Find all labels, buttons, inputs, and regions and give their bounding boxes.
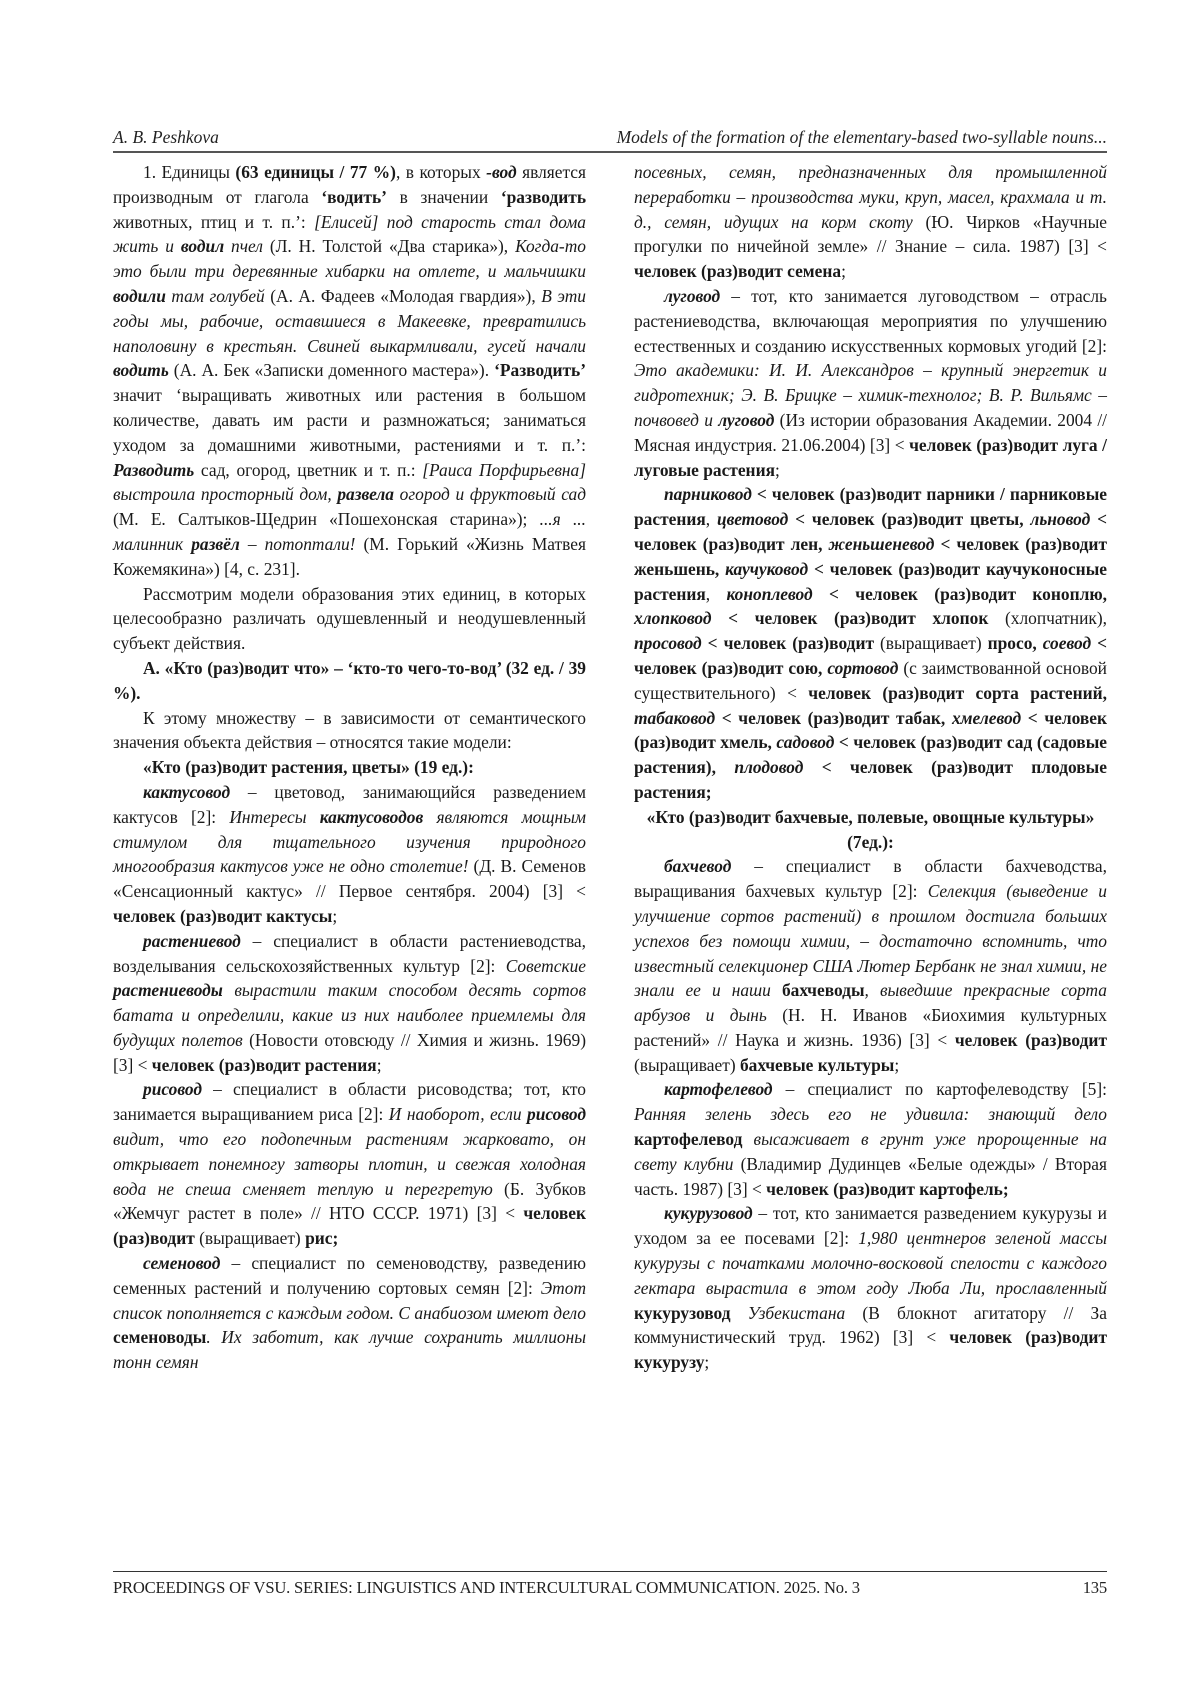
text-run: ,	[705, 583, 727, 604]
text-run: соевод	[1042, 633, 1092, 654]
text-run: хлопковод	[634, 608, 712, 629]
text-run: (Из истории образования Академии. 2004 // Мясная индустрия. 21.06.2004) [3] <	[634, 409, 1107, 455]
text-run: – специалист в области рисоводства; тот, кто занимается выращиванием риса [2]:	[113, 1079, 586, 1125]
text-run: является производным от глагола	[113, 162, 586, 207]
text-run: семеноводы	[113, 1327, 207, 1348]
text-run: (с заимствованной основой существительного) <	[634, 657, 1107, 703]
paragraph	[113, 582, 586, 656]
text-run: коноплевод	[726, 583, 813, 604]
text-run: Рассмотрим модели образования этих единиц, в которых целесообразно различать одушевленный и неодушевленный субъект действия.	[113, 583, 586, 654]
text-run: луговод	[718, 409, 775, 430]
text-run: – специалист в области растениеводства, возделывания сельскохозяйственных культур [2]:	[113, 930, 586, 976]
text-run: женьшеневод	[828, 533, 935, 554]
header-rule	[113, 151, 1107, 153]
text-run: (выращивает)	[194, 1228, 306, 1249]
text-run: парниковод	[664, 484, 752, 505]
text-run: – тот, кто занимается разведением кукурузы и уходом за ее посевами [2]:	[634, 1203, 1107, 1249]
text-run: бахчевод	[664, 856, 732, 877]
text-run: хмелевод	[951, 707, 1022, 728]
text-run: 1,980 центнеров зеленой массы кукурузы с початками молочно-восковой спелости с каждого гектара вырастила в этом году Люба Ли, прославленный	[634, 1228, 1107, 1298]
journal-name: PROCEEDINGS OF VSU. SERIES: LINGUISTICS AND INTERCULTURAL COMMUNICATION. 2025. No. 3	[113, 1578, 860, 1597]
text-run: рис;	[305, 1228, 339, 1249]
text-run: – специалист по картофелеводству [5]:	[772, 1079, 1107, 1100]
left-column	[113, 160, 586, 1550]
text-run: Когда-то это были три деревянные хибарки на отлете, и мальчишки	[113, 236, 586, 282]
paragraph	[634, 1077, 1107, 1201]
text-run: < человек (раз)водит цветы,	[788, 509, 1031, 530]
text-run: бахчеводы	[781, 980, 865, 1001]
right-column	[634, 160, 1107, 1550]
text-run: (Ю. Чирков «Научные прогулки по ничейной земле» // Знание – сила. 1987) [3] <	[634, 211, 1107, 257]
text-run: < человек (раз)водит лен,	[634, 509, 1107, 554]
section-heading	[634, 805, 1107, 855]
paragraph	[634, 1201, 1107, 1375]
text-run: < человек (раз)водит плодовые растения;	[634, 757, 1107, 802]
paragraph	[634, 854, 1107, 1077]
text-run: И наоборот, если	[388, 1104, 527, 1125]
text-run: ;	[704, 1352, 710, 1373]
text-run: -вод	[486, 162, 517, 182]
text-run: < человек (раз)водит	[701, 633, 875, 654]
text-run: видит, что его подопечным растениям жарковато, он открывает понемногу затворы плотин, и свежая холодная вода не спеша сменяет теплую и перегретую	[113, 1129, 586, 1199]
text-run: ;	[841, 261, 846, 282]
paragraph	[113, 929, 586, 1078]
text-run: (Владимир Дудинцев «Белые одежды» / Вторая часть. 1987) [3] <	[634, 1153, 1108, 1199]
text-run: ;	[894, 1054, 900, 1075]
text-run: развёл	[191, 533, 240, 554]
text-run: Разводить	[113, 459, 195, 480]
text-run: 1. Единицы	[143, 162, 236, 182]
text-run: (А. А. Бек «Записки доменного мастера»).	[168, 360, 495, 381]
text-run: (63 единицы / 77 %)	[235, 162, 396, 182]
text-run: Селекция (выведение и улучшение сортов растений) в прошлом достигла больших успехов без помощи химии, – достаточно вспомнить, что известный селекционер США Лютер Бербанк не знал химии, не знали ее и наши	[634, 881, 1107, 1001]
text-run: табаковод	[634, 707, 716, 728]
text-run: кактусовод	[143, 781, 231, 802]
text-run: – цветовод, занимающийся разведением кактусов [2]:	[113, 781, 586, 827]
page-footer	[113, 1578, 1107, 1598]
text-run: значит ‘выращивать животных или растения в большом количестве, давать им расти и размножаться; заниматься уходом за домашними животными, растениями и т. п.’:	[113, 385, 586, 455]
text-run: развела	[337, 484, 394, 505]
text-run: растениевод	[143, 930, 241, 951]
header-article-title: Models of the formation of the elementary-based two-syllable nouns...	[616, 127, 1107, 147]
text-run: цветовод	[716, 509, 789, 530]
footer-rule	[113, 1571, 1107, 1572]
text-run: ;	[332, 905, 338, 926]
text-run: являются мощным стимулом для тщательного изучения природного многообразия кактусов уже не одно столетие!	[113, 806, 586, 877]
text-run: водил	[180, 236, 225, 257]
paragraph	[113, 656, 586, 706]
text-run: «Кто (раз)водит бахчевые, полевые, овощные культуры» (7ед.):	[646, 806, 1095, 852]
text-run: высаживает в грунт уже пророщенные на свету клубни	[634, 1129, 1107, 1174]
text-run: ;	[376, 1054, 382, 1075]
text-run: , в которых	[395, 162, 487, 182]
text-run: растениеводы	[113, 980, 223, 1001]
text-run: льновод	[1030, 509, 1091, 530]
text-run: просовод	[634, 633, 702, 654]
text-run: ,	[705, 509, 717, 530]
text-run: человек (раз)водит сорта растений,	[808, 682, 1108, 703]
text-run: семеновод	[143, 1253, 221, 1274]
text-run: каучуковод	[725, 558, 809, 579]
text-run: рисовод	[527, 1104, 586, 1125]
text-run: – потоптали!	[239, 533, 356, 554]
text-run: [Елисей] под старость стал дома жить и	[113, 211, 586, 257]
paragraph	[113, 706, 586, 756]
text-run: < человек (раз)водит хлопок	[711, 608, 989, 629]
text-run: «Кто (раз)водит растения, цветы» (19 ед.):	[143, 757, 474, 778]
text-run: человек (раз)водит кукурузу	[634, 1327, 1107, 1373]
text-run: – специалист по семеноводству, разведению семенных растений и получению сортовых семян [2]:	[113, 1253, 586, 1298]
text-run: рисовод	[143, 1079, 202, 1100]
text-run: < человек (раз)водит коноплю,	[812, 583, 1107, 604]
text-run: Узбекистана	[730, 1302, 846, 1323]
text-run: [Раиса Порфирьевна] выстроила просторный дом,	[113, 459, 587, 505]
article-body	[113, 160, 1107, 1550]
paragraph	[634, 160, 1107, 284]
text-run: садовод	[776, 732, 835, 753]
text-run: Советские	[505, 955, 586, 976]
text-run: ‘разводить	[500, 186, 587, 207]
paragraph	[634, 482, 1107, 804]
paragraph	[634, 284, 1107, 482]
paragraph	[113, 160, 586, 582]
text-run: А. «Кто (раз)водит что» – ‘кто-то чего-то-вод’ (32 ед. / 39 %).	[113, 657, 586, 703]
text-run: , выведшие прекрасные сорта арбузов и дынь	[634, 980, 1107, 1026]
text-run: человек (раз)водит	[954, 1029, 1107, 1050]
text-run: ...я ... малинник	[113, 509, 586, 554]
text-run: огород и фруктовый сад	[393, 484, 586, 505]
text-run: (А. А. Фадеев «Молодая гвардия»),	[264, 285, 542, 306]
text-run: луговод	[664, 285, 721, 306]
text-run: водили	[113, 285, 166, 306]
text-run: плодовод	[734, 757, 804, 778]
text-run: (М. Е. Салтыков-Щедрин «Пошехонская старина»);	[113, 509, 540, 530]
text-run: (Б. Зубков «Жемчуг растет в поле» // НТО СССР. 1971) [3] <	[113, 1178, 586, 1224]
header-author: A. B. Peshkova	[113, 127, 219, 147]
text-run: водить	[113, 360, 169, 381]
text-run: животных, птиц и т. п.’:	[113, 211, 315, 232]
paragraph	[113, 1077, 586, 1251]
text-run: < человек (раз)водит каучуконосные растения	[634, 558, 1107, 604]
text-run: – тот, кто занимается луговодством – отрасль растениеводства, включающая мероприятия по улучшению естественных и созданию искусственных кормовых угодий [2]:	[634, 285, 1107, 356]
text-run: < человек (раз)водит табак,	[715, 707, 952, 728]
text-run: человек (раз)водит семена	[634, 261, 842, 282]
text-run: там голубей	[165, 285, 265, 306]
text-run: сад, огород, цветник и т. п.:	[194, 459, 423, 480]
text-run: вырастили таким способом десять сортов батата и определили, какие из них наиболее приемлемы для будущих полетов	[113, 980, 586, 1050]
text-run: человек (раз)водит	[113, 1203, 586, 1249]
text-run: (хлопчатник),	[988, 608, 1107, 629]
text-run: человек (раз)водит луга / луговые растения	[634, 434, 1107, 480]
text-run: ;	[775, 459, 780, 480]
text-run: посевных, семян, предназначенных для промышленной переработки – производства муки, круп, масел, крахмала и т. д., семян, идущих на корм скоту	[634, 162, 1107, 232]
text-run: человек (раз)водит кактусы	[113, 905, 333, 926]
text-run: кактусоводов	[319, 806, 424, 827]
paragraph	[113, 780, 586, 929]
text-run: в значении	[386, 186, 501, 207]
text-run: (В блокнот агитатору // За коммунистический труд. 1962) [3] <	[634, 1302, 1107, 1348]
text-run: сортовод	[827, 657, 899, 678]
text-run: < человек (раз)водит женьшень,	[634, 533, 1107, 579]
text-run: пчел	[224, 236, 263, 257]
text-run: (Д. В. Семенов «Сенсационный кактус» // Первое сентября. 2004) [3] <	[113, 856, 586, 902]
text-run: просо,	[987, 633, 1043, 654]
text-run: < человек (раз)водит сою,	[634, 633, 1107, 678]
text-run: < человек (раз)водит парники / парниковые растения	[634, 484, 1107, 530]
text-run: ‘Разводить’	[494, 360, 586, 381]
text-run: . Их заботит, как лучше сохранить миллионы тонн семян	[113, 1327, 586, 1373]
paragraph	[113, 755, 586, 780]
text-run: кукурузовод	[634, 1302, 731, 1323]
running-header	[113, 124, 1107, 148]
page-number: 135	[1082, 1578, 1107, 1597]
text-run: (Л. Н. Толстой «Два старика»),	[262, 236, 516, 257]
text-run: (выращивает)	[634, 1054, 740, 1075]
text-run: человек (раз)водит растения	[151, 1054, 377, 1075]
text-run: бахчевые культуры	[739, 1054, 895, 1075]
text-run: (выращивает)	[874, 633, 988, 654]
text-run: К этому множеству – в зависимости от семантического значения объекта действия – относятся такие модели:	[113, 707, 586, 753]
text-run: В эти годы мы, рабочие, оставшиеся в Макеевке, превратились наполовину в крестьян. Свиней выкармливали, гусей начали	[113, 285, 586, 356]
text-run: (Н. Н. Иванов «Биохимия культурных растений» // Наука и жизнь. 1936) [3] <	[634, 1005, 1107, 1050]
text-run: < человек (раз)водит сад (садовые растения),	[634, 732, 1107, 778]
text-run: (М. Горький «Жизнь Матвея Кожемякина») [4, с. 231].	[113, 533, 586, 579]
text-run: – специалист в области бахчеводства, выращивания бахчевых культур [2]:	[634, 856, 1107, 902]
text-run: < человек (раз)водит хмель,	[634, 707, 1108, 753]
text-run: Этот список пополняется с каждым годом. С анабиозом имеют дело	[113, 1277, 586, 1323]
text-run: ‘водить’	[321, 186, 387, 207]
text-run: (Новости отовсюду // Химия и жизнь. 1969) [3] <	[113, 1029, 586, 1075]
text-run: Интересы	[229, 806, 320, 827]
text-run: картофелевод	[664, 1079, 773, 1100]
text-run: картофелевод	[634, 1129, 743, 1150]
text-run: кукурузовод	[664, 1203, 753, 1224]
paragraph	[113, 1251, 586, 1375]
text-run: человек (раз)водит картофель;	[766, 1178, 1009, 1199]
text-run: Ранняя зелень здесь его не удивила: знающий дело	[634, 1104, 1107, 1125]
text-run: Это академики: И. И. Александров – крупный энергетик и гидротехник; Э. В. Брицке – химик-технолог; В. Р. Вильямс – почвовед и	[634, 360, 1107, 430]
